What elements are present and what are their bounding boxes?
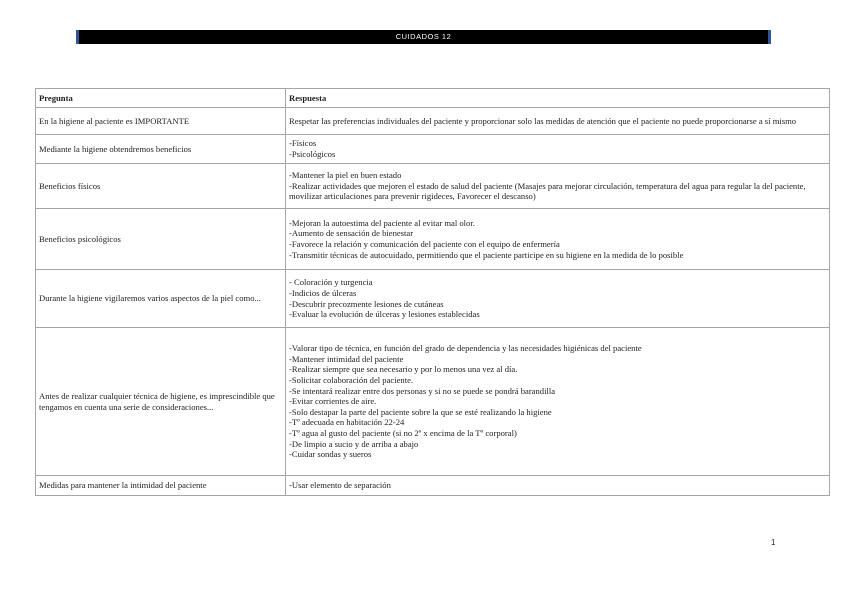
answer-cell — [286, 270, 830, 328]
table-header-row — [36, 89, 830, 108]
answer-line: -Valorar tipo de técnica, en función del grado de dependencia y las necesidades higiénicas del paciente — [289, 343, 642, 354]
document-title: CUIDADOS 12 — [395, 32, 452, 41]
question-cell: Medidas para mantener la intimidad del paciente — [36, 476, 286, 496]
document-title-bar — [76, 30, 771, 44]
answer-line: -Tº adecuada en habitación 22-24 — [289, 417, 405, 428]
answer-line: -Psicológicos — [289, 149, 336, 159]
table-row — [36, 270, 830, 328]
answer-cell — [286, 209, 830, 270]
answer-cell — [286, 135, 830, 164]
answer-line: -Usar elemento de separación — [289, 480, 391, 491]
answer-cell — [286, 108, 830, 135]
question-cell: Antes de realizar cualquier técnica de higiene, es imprescindible que tengamos en cuenta una serie de consideraciones... — [36, 328, 286, 476]
question-cell: Beneficios psicológicos — [36, 209, 286, 270]
answer-line: -Tº agua al gusto del paciente (si no 2º x encima de la Tº corporal) — [289, 427, 517, 438]
answer-line: -Realizar siempre que sea necesario y por lo menos una vez al día. — [289, 364, 518, 375]
answer-line: -Mejoran la autoestima del paciente al evitar mal olor. — [289, 217, 475, 228]
table-row — [36, 135, 830, 164]
answer-line: -Transmitir técnicas de autocuidado, permitiendo que el paciente participe en su higiene en la medida de lo posible — [289, 249, 684, 260]
qa-table — [35, 88, 830, 496]
answer-line: -Solicitar colaboración del paciente. — [289, 375, 414, 386]
table-row — [36, 476, 830, 496]
answer-line: Respetar las preferencias individuales del paciente y proporcionar solo las medidas de atención que el paciente no puede proporcionarse a sí mismo — [289, 115, 797, 126]
question-cell: En la higiene al paciente es IMPORTANTE — [36, 108, 286, 135]
answer-line: -Cuidar sondas y sueros — [289, 449, 372, 460]
question-cell: Mediante la higiene obtendremos beneficios — [36, 135, 286, 164]
table-row — [36, 164, 830, 209]
answer-line: -Solo destapar la parte del paciente sobre la que se esté realizando la higiene — [289, 406, 552, 417]
question-cell: Durante la higiene vigilaremos varios aspectos de la piel como... — [36, 270, 286, 328]
answer-cell — [286, 328, 830, 476]
answer-line: - Coloración y turgencia — [289, 277, 373, 288]
question-column-header: Pregunta — [36, 89, 286, 108]
table-row — [36, 328, 830, 476]
answer-line: -Realizar actividades que mejoren el estado de salud del paciente (Masajes para mejorar circulación, temperatura del agua para regular la del paciente, movilizar articulaciones para prevenir rigideces, Favorecer el descanso) — [289, 180, 806, 202]
answer-line: -Mantener intimidad del paciente — [289, 353, 404, 364]
answer-line: -Favorece la relación y comunicación del paciente con el equipo de enfermería — [289, 239, 560, 249]
answer-line: -Se intentará realizar entre dos personas y si no se puede se pondrá barandilla — [289, 385, 556, 396]
answer-line: -Indicios de úlceras — [289, 287, 357, 298]
question-cell: Beneficios físicos — [36, 164, 286, 209]
answer-cell — [286, 164, 830, 209]
answer-line: -Aumento de sensación de bienestar — [289, 228, 414, 239]
table-row — [36, 108, 830, 135]
answer-line: -De limpio a sucio y de arriba a abajo — [289, 438, 419, 449]
answer-line: -Evaluar la evolución de úlceras y lesiones establecidas — [289, 309, 480, 320]
answer-line: -Mantener la piel en buen estado — [289, 170, 402, 181]
table-row — [36, 209, 830, 270]
answer-line: -Físicos — [289, 138, 317, 149]
answer-line: -Descubrir precozmente lesiones de cutáneas — [289, 298, 444, 309]
page-number: 1 — [771, 538, 776, 547]
answer-cell — [286, 476, 830, 496]
answer-column-header: Respuesta — [286, 89, 830, 108]
answer-line: -Evitar corrientes de aire. — [289, 396, 377, 407]
